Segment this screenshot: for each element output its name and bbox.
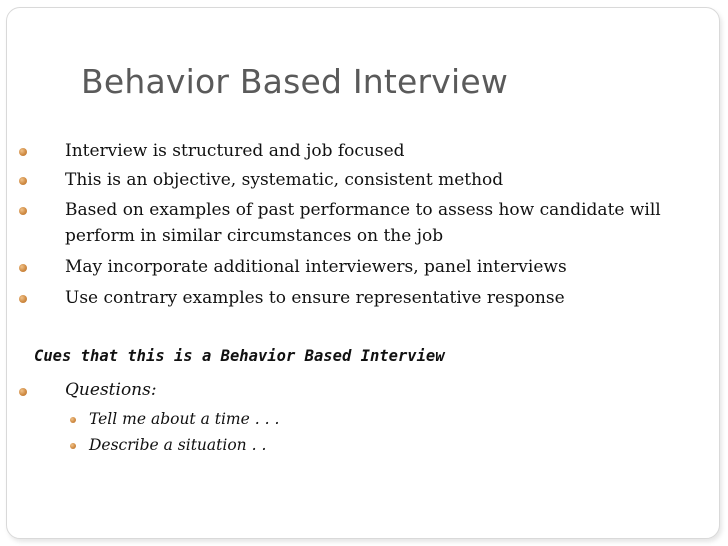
bullet-dot-icon (19, 388, 27, 396)
slide-title: Behavior Based Interview (81, 62, 509, 101)
bullet-dot-icon (19, 207, 27, 215)
bullet-dot-icon (19, 177, 27, 185)
sub-bullet-dot-icon (70, 417, 76, 423)
bullet-list: Interview is structured and job focused This is an objective, systematic, consistent method Based on examples of past performance to assess how candidate will perform in similar circumstances on the job May incorporate additional interviewers, panel interviews Use contrary examples to ensure representative response (0, 0, 728, 546)
bullet-dot-icon (19, 295, 27, 303)
sub-bullet-dot-icon (70, 443, 76, 449)
bullet-dot-icon (19, 148, 27, 156)
cues-heading: Cues that this is a Behavior Based Interview (34, 347, 445, 365)
bullet-dot-icon (19, 264, 27, 272)
